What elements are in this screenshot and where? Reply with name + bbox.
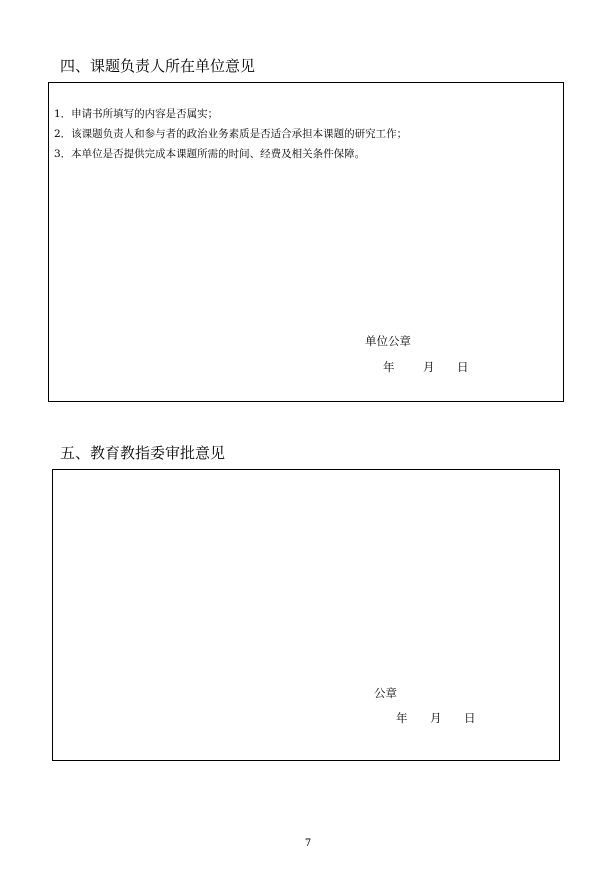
unit-opinion-box[interactable] — [48, 82, 564, 402]
date-month-label: 月 — [430, 711, 442, 725]
section-4-title: 四、课题负责人所在单位意见 — [60, 57, 256, 75]
page-number: 7 — [304, 838, 312, 849]
committee-seal-label: 公章 — [374, 686, 397, 700]
date-month-label: 月 — [423, 360, 435, 374]
criteria-item: 1．申请书所填写的内容是否属实； — [54, 108, 219, 120]
date-day-label: 日 — [457, 360, 469, 374]
criteria-item: 2．该课题负责人和参与者的政治业务素质是否适合承担本课题的研究工作； — [54, 128, 408, 140]
committee-approval-box[interactable] — [52, 469, 560, 761]
unit-date-line — [383, 359, 483, 375]
date-year-label: 年 — [383, 360, 395, 374]
review-criteria-list — [54, 104, 407, 164]
date-day-label: 日 — [464, 711, 476, 725]
criteria-item: 3．本单位是否提供完成本课题所需的时间、经费及相关条件保障。 — [54, 148, 366, 160]
unit-seal-label: 单位公章 — [365, 334, 411, 348]
committee-date-line — [396, 710, 496, 726]
section-5-title: 五、教育教指委审批意见 — [60, 444, 226, 462]
date-year-label: 年 — [396, 711, 408, 725]
